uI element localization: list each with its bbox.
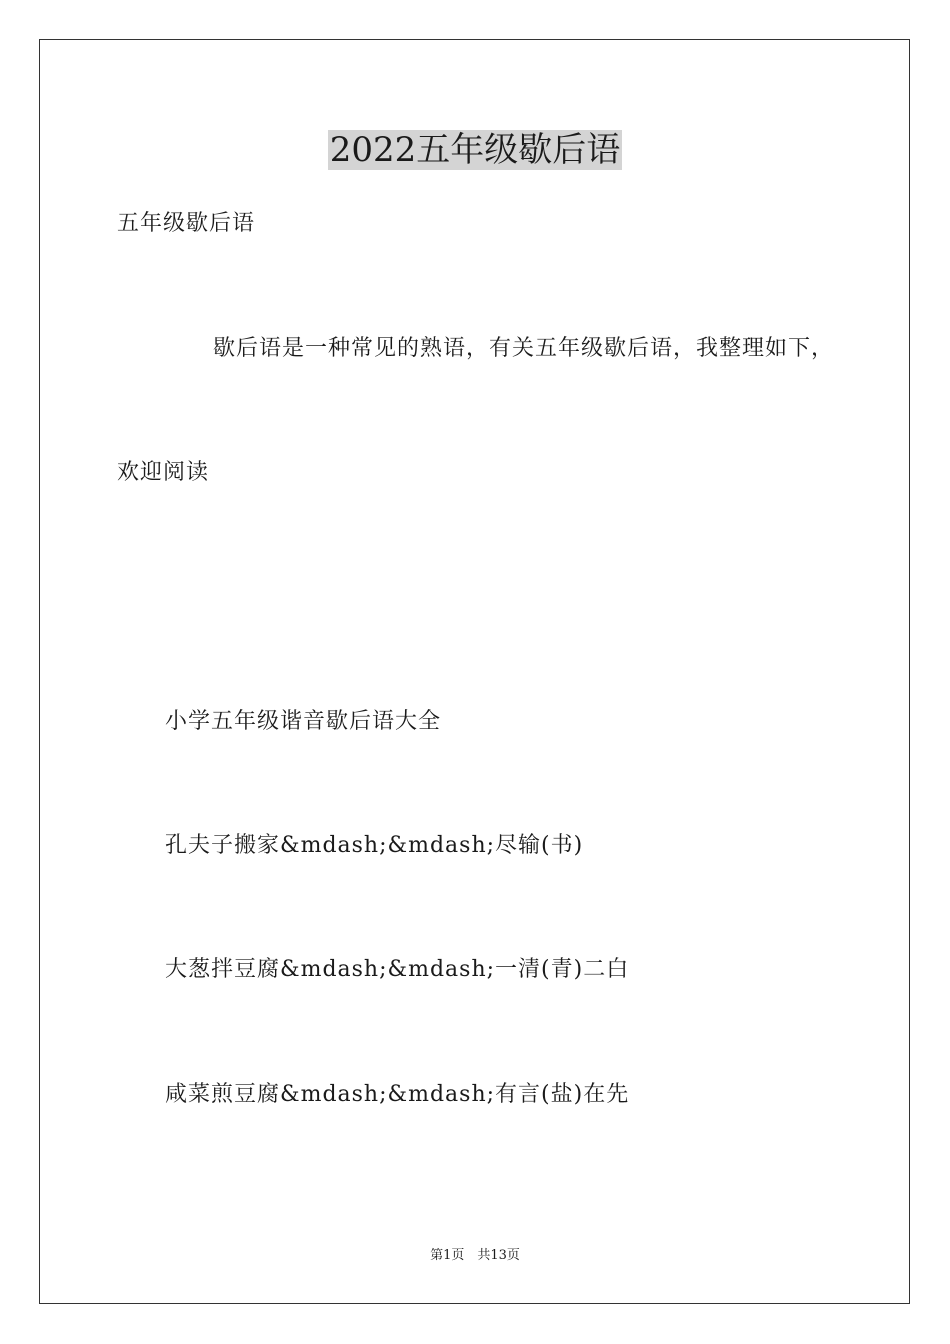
page-number-footer: 第1页 共13页	[430, 1248, 520, 1263]
document-title-text: 2022五年级歇后语	[329, 130, 621, 170]
list-item: 孔夫子搬家&mdash;&mdash;尽输(书)	[165, 833, 584, 858]
section-heading: 小学五年级谐音歇后语大全	[165, 709, 442, 734]
document-subtitle: 五年级歇后语	[117, 211, 256, 236]
intro-paragraph-line-1: 歇后语是一种常见的熟语，有关五年级歇后语，我整理如下，	[213, 336, 835, 361]
intro-paragraph-line-2: 欢迎阅读	[117, 460, 210, 485]
list-item: 咸菜煎豆腐&mdash;&mdash;有言(盐)在先	[165, 1082, 630, 1107]
list-item: 大葱拌豆腐&mdash;&mdash;一清(青)二白	[165, 957, 630, 982]
document-title	[0, 128, 950, 172]
